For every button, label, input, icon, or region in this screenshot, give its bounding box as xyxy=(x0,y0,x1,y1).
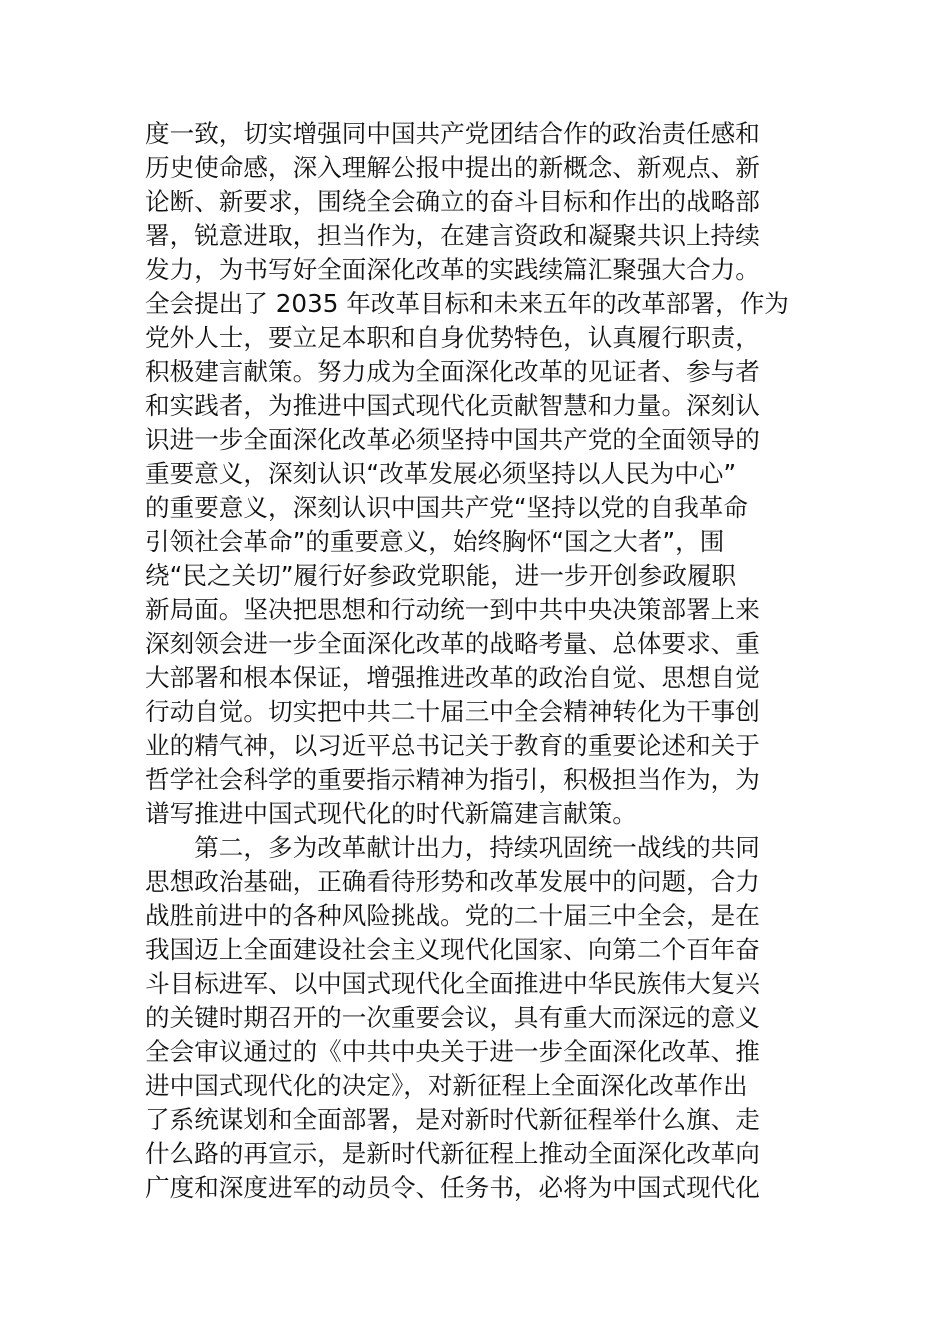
text-line: 署，锐意进取，担当作为，在建言资政和凝聚共识上持续 xyxy=(145,221,760,250)
text-line: 的重要意义，深刻认识中国共产党“坚持以党的自我革命 xyxy=(145,493,748,522)
text-line: 思想政治基础，正确看待形势和改革发展中的问题，合力 xyxy=(145,867,760,896)
text-line: 全会审议通过的《中共中央关于进一步全面深化改革、推 xyxy=(145,1037,760,1066)
text-line: 行动自觉。切实把中共二十届三中全会精神转化为干事创 xyxy=(145,697,760,726)
text-line: 和实践者，为推进中国式现代化贡献智慧和力量。深刻认 xyxy=(145,391,760,420)
text-line: 大部署和根本保证，增强推进改革的政治自觉、思想自觉 xyxy=(145,663,760,692)
text-line: 论断、新要求，围绕全会确立的奋斗目标和作出的战略部 xyxy=(145,187,760,216)
text-line: 识进一步全面深化改革必须坚持中国共产党的全面领导的 xyxy=(145,425,760,454)
text-line: 发力，为书写好全面深化改革的实践续篇汇聚强大合力。 xyxy=(145,255,760,284)
text-line: 广度和深度进军的动员令、任务书，必将为中国式现代化 xyxy=(145,1173,760,1202)
text-line: 哲学社会科学的重要指示精神为指引，积极担当作为，为 xyxy=(145,765,760,794)
text-line: 我国迈上全面建设社会主义现代化国家、向第二个百年奋 xyxy=(145,935,760,964)
text-line: 党外人士，要立足本职和自身优势特色，认真履行职责， xyxy=(145,323,760,352)
text-line: 了系统谋划和全面部署，是对新时代新征程举什么旗、走 xyxy=(145,1105,760,1134)
text-line: 进中国式现代化的决定》，对新征程上全面深化改革作出 xyxy=(145,1071,748,1100)
text-line: 深刻领会进一步全面深化改革的战略考量、总体要求、重 xyxy=(145,629,760,658)
text-line: 斗目标进军、以中国式现代化全面推进中华民族伟大复兴 xyxy=(145,969,760,998)
text-line: 第二，多为改革献计出力，持续巩固统一战线的共同 xyxy=(145,833,760,862)
text-line: 战胜前进中的各种风险挑战。党的二十届三中全会，是在 xyxy=(145,901,760,930)
text-line: 历史使命感，深入理解公报中提出的新概念、新观点、新 xyxy=(145,153,760,182)
text-line: 积极建言献策。努力成为全面深化改革的见证者、参与者 xyxy=(145,357,760,386)
text-line: 重要意义，深刻认识“改革发展必须坚持以人民为中心” xyxy=(145,459,737,488)
text-line: 业的精气神，以习近平总书记关于教育的重要论述和关于 xyxy=(145,731,760,760)
text-line: 度一致，切实增强同中国共产党团结合作的政治责任感和 xyxy=(145,119,760,148)
text-line: 绕“民之关切”履行好参政党职能，进一步开创参政履职 xyxy=(145,561,737,590)
text-line: 什么路的再宣示，是新时代新征程上推动全面深化改革向 xyxy=(145,1139,760,1168)
body-text xyxy=(145,117,815,1205)
text-line: 谱写推进中国式现代化的时代新篇建言献策。 xyxy=(145,799,637,828)
text-line: 的关键时期召开的一次重要会议，具有重大而深远的意义 xyxy=(145,1003,760,1032)
text-line: 引领社会革命”的重要意义，始终胸怀“国之大者”，围 xyxy=(145,527,725,556)
text-line: 全会提出了 2035 年改革目标和未来五年的改革部署，作为 xyxy=(145,289,789,318)
text-line: 新局面。坚决把思想和行动统一到中共中央决策部署上来 xyxy=(145,595,760,624)
